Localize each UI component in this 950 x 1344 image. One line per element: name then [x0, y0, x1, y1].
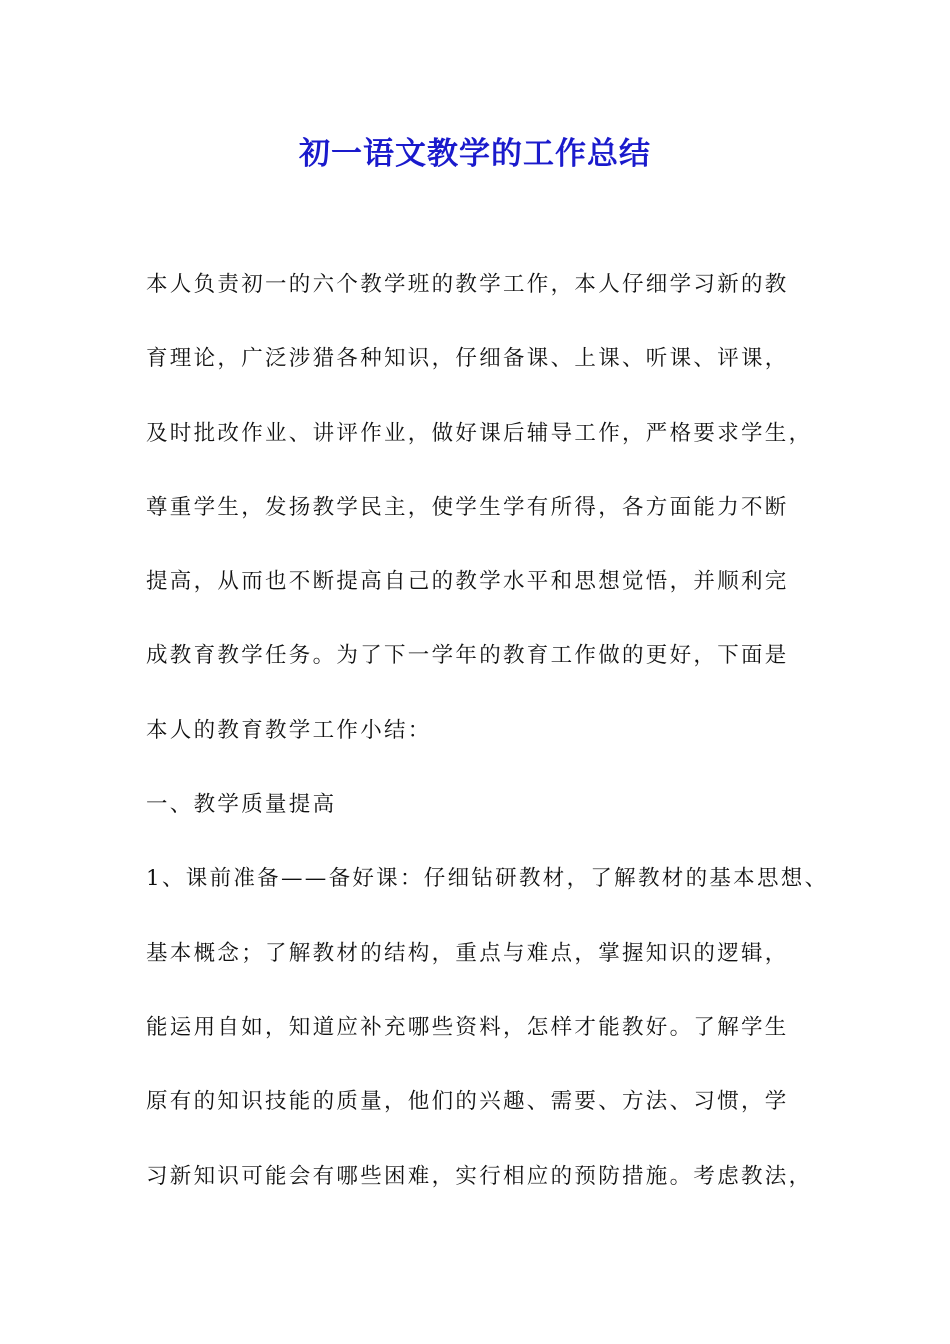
body-line: 原有的知识技能的质量，他们的兴趣、需要、方法、习惯，学 [146, 1089, 789, 1115]
body-line: 1、课前准备——备好课：仔细钻研教材，了解教材的基本思想、 [146, 866, 829, 892]
body-line: 习新知识可能会有哪些困难，实行相应的预防措施。考虑教法， [146, 1163, 813, 1189]
document-body [146, 262, 829, 1228]
body-line: 及时批改作业、讲评作业，做好课后辅导工作，严格要求学生， [146, 420, 813, 446]
body-line: 能运用自如，知道应补充哪些资料，怎样才能教好。了解学生 [146, 1014, 789, 1040]
body-line: 成教育教学任务。为了下一学年的教育工作做的更好，下面是 [146, 643, 789, 669]
body-line: 提高，从而也不断提高自己的教学水平和思想觉悟，并顺利完 [146, 569, 789, 595]
section-heading: 一、教学质量提高 [146, 792, 337, 818]
document-title: 初一语文教学的工作总结 [299, 136, 651, 172]
body-line: 本人负责初一的六个教学班的教学工作，本人仔细学习新的教 [146, 272, 789, 297]
body-line: 尊重学生，发扬教学民主，使学生学有所得，各方面能力不断 [146, 494, 789, 520]
body-line: 育理论，广泛涉猎各种知识，仔细备课、上课、听课、评课， [146, 346, 789, 372]
body-line: 基本概念；了解教材的结构，重点与难点，掌握知识的逻辑， [146, 940, 789, 966]
body-line: 本人的教育教学工作小结： [146, 717, 432, 743]
